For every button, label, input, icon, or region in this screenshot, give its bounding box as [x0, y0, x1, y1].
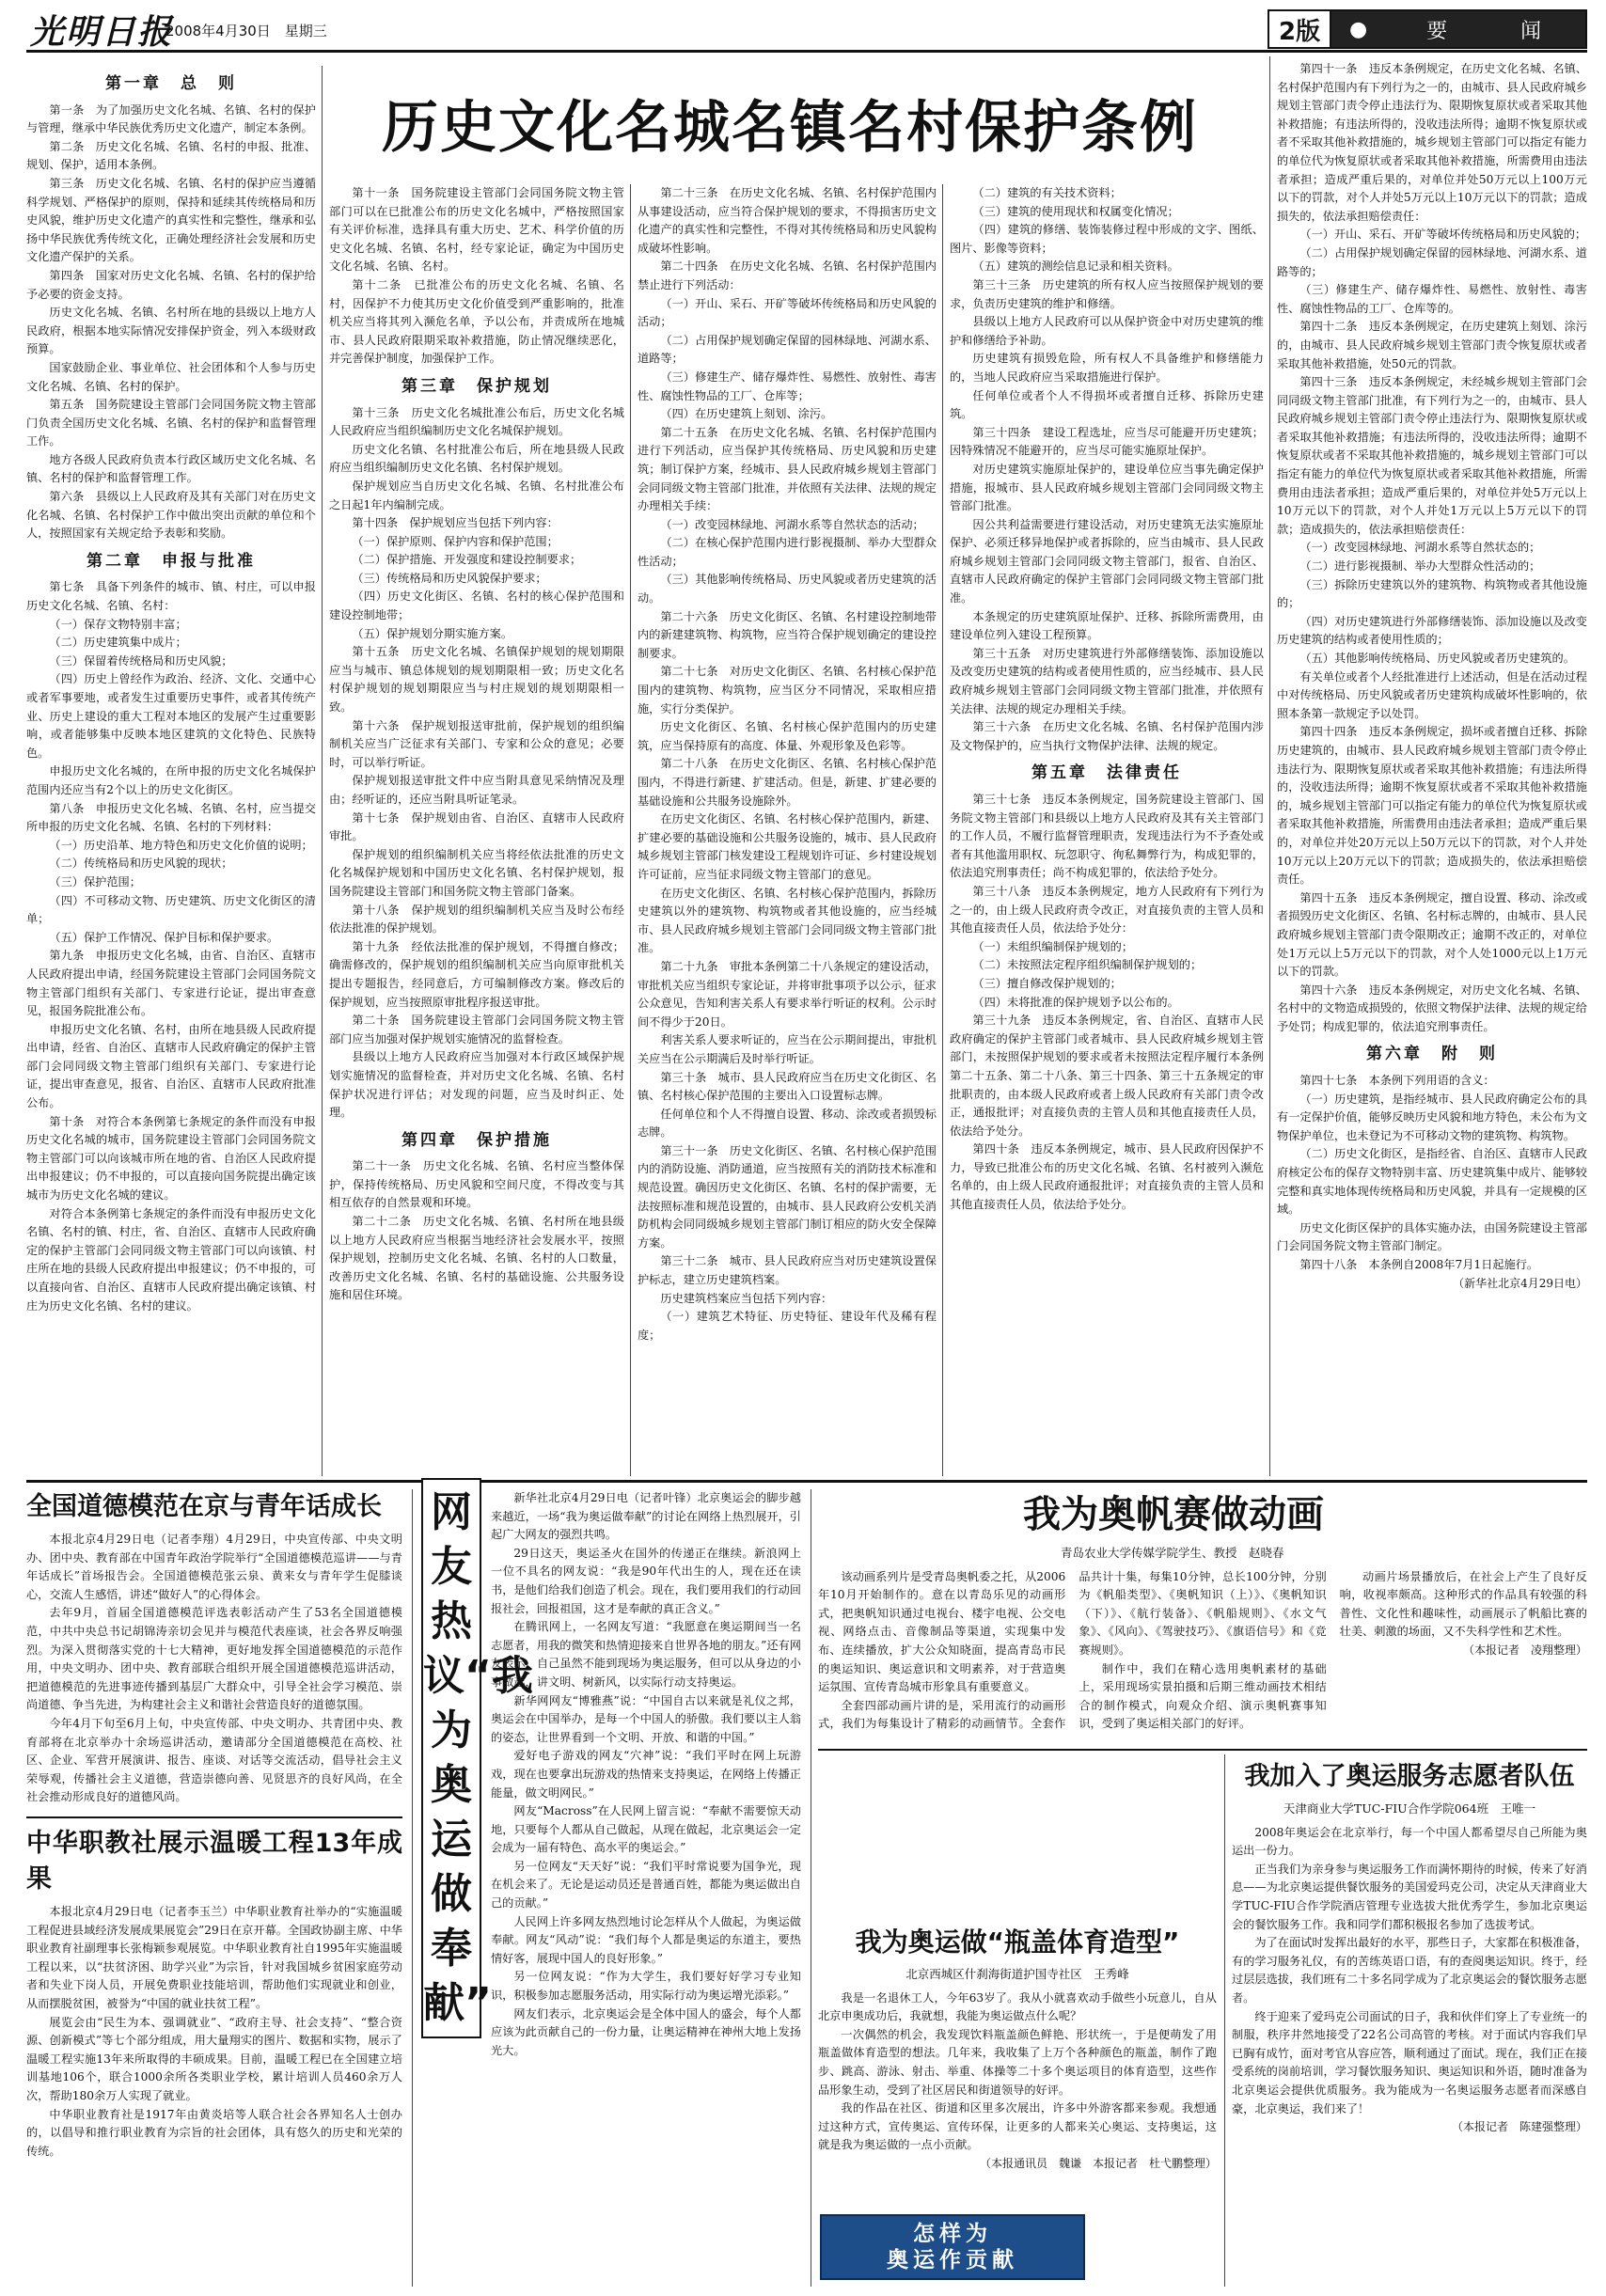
- article: （三）修建生产、储存爆炸性、易燃性、放射性、毒害性、腐蚀性物品的工厂、仓库等；: [638, 370, 937, 402]
- article: （一）未组织编制保护规划的；: [972, 939, 1134, 953]
- paragraph: 爱好电子游戏的网友“穴神”说：“我们平时在网上玩游戏，现在也要拿出玩游戏的热情来支持奥运，在网络上传播正能量，做文明网民。”: [491, 1749, 801, 1800]
- article: 第四十二条 违反本条例规定，在历史建筑上刻划、涂污的，由城市、县人民政府城乡规划主管部门责令恢复原状或者采取其他补救措施，处50元的罚款。: [1277, 320, 1587, 370]
- article: 第三十八条 违反本条例规定，地方人民政府有下列行为之一的，由上级人民政府责令改正，对直接负责的主管人员和其他直接责任人员，依法给予处分：: [950, 884, 1264, 936]
- article: （五）其他影响传统格局、历史风貌或者历史建筑的。: [1299, 652, 1575, 665]
- article: （二）保护措施、开发强度和建设控制要求；: [352, 553, 582, 567]
- article: （三）修建生产、储存爆炸性、易燃性、放射性、毒害性、腐蚀性物品的工厂、仓库等的。: [1277, 283, 1587, 315]
- article: （三）保留着传统格局和历史风貌；: [49, 653, 233, 668]
- column-divider: [322, 66, 323, 1476]
- article-title: 我加入了奥运服务志愿者队伍: [1244, 1762, 1575, 1791]
- chapter-heading: 第四章 保护措施: [402, 1130, 552, 1150]
- paragraph: 2008年奥运会在北京举行，每一个中国人都希望尽自己所能为奥运出一份力。: [1232, 1825, 1587, 1858]
- article: 保护规划的组织编制机关应当将经依法批准的历史文化名城保护规划和中国历史文化名镇、名村保护规划，报国务院建设主管部门和国务院文物主管部门备案。: [329, 847, 624, 898]
- chapter-heading: 第二章 申报与批准: [87, 551, 256, 571]
- paragraph: 网友“Macross”在人民网上留言说：“奉献不需要惊天动地，只要每个人都从自己做起，从现在做起，北京奥运会一定会成为一届有特色、高水平的奥运会。”: [491, 1804, 801, 1855]
- article: 第七条 具备下列条件的城市、镇、村庄，可以申报历史文化名城、名镇、名村：: [26, 580, 316, 613]
- article: 历史文化街区保护的具体实施办法，由国务院建设主管部门会同国务院文物主管部门制定。: [1277, 1220, 1587, 1253]
- article: 第十一条 国务院建设主管部门会同国务院文物主管部门可以在已批准公布的历史文化名城中，严格按照国家有关评价标准，选择具有重大历史、艺术、科学价值的历史文化名城、名镇、名村，经专家论证，确定为中国历史文化名城、名镇、名村。: [329, 186, 624, 274]
- chapter-heading: 第五章 法律责任: [1031, 763, 1182, 783]
- article: 历史文化名城、名镇、名村所在地的县级以上地方人民政府，根据本地实际情况安排保护资金，列入本级财政预算。: [26, 306, 316, 356]
- paragraph: 网友们表示，北京奥运会是全体中国人的盛会，每个人都应该为此贡献自己的一份力量，让奥运精神在神州大地上发扬光大。: [491, 2006, 801, 2057]
- article-title: 我为奥帆赛做动画: [1023, 1493, 1324, 1536]
- paragraph: 本报北京4月29日电（记者李翔）4月29日，中央宣传部、中央文明办、团中央、教育部在中国青年政治学院举行“全国道德模范巡讲——与青年话成长”首场报告会。全国道德模范张云泉、黄来女与青年学生促膝谈心，交流人生感悟，讲述“做好人”的心得体会。: [26, 1533, 402, 1601]
- paragraph: 新华社北京4月29日电（记者叶锋）北京奥运会的脚步越来越近，一场“我为奥运做奉献”的讨论在网络上热烈展开，引起广大网友的强烈共鸣。: [491, 1491, 801, 1542]
- article: 保护规划应当自历史文化名城、名镇、名村批准公布之日起1年内编制完成。: [329, 479, 624, 511]
- article: 第二十六条 历史文化街区、名镇、名村建设控制地带内的新建建筑物、构筑物，应当符合保护规划确定的建设控制要求。: [638, 609, 937, 660]
- article-body: [818, 1568, 1587, 1743]
- article: 第四十八条 本条例自2008年7月1日起施行。: [1299, 1258, 1539, 1271]
- article: 在历史文化街区、名镇、名村核心保护范围内，新建、扩建必要的基础设施和公共服务设施的，城市、县人民政府城乡规划主管部门核发建设工程规划许可证、乡村建设规划许可证前，应当征求同级文物主管部门的意见。: [638, 812, 937, 881]
- article: （三）擅自修改保护规划的；: [972, 976, 1122, 990]
- article: （五）保护工作情况、保护目标和保护要求。: [49, 930, 279, 944]
- article: 第三十七条 违反本条例规定，国务院建设主管部门、国务院文物主管部门和县级以上地方人民政府及其有关主管部门的工作人员，不履行监督管理职责，发现违法行为不予查处或者有其他滥用职权、玩忽职守、徇私舞弊行为，构成犯罪的，依法追究刑事责任；尚不构成犯罪的，依法给予处分。: [950, 793, 1264, 880]
- paragraph: 为了在面试时发挥出最好的水平，那些日子，大家都在积极准备，有的学习服务礼仪，有的苦练英语口语，有的查阅奥运知识。终于，经过层层选拔，我们班有二十多名同学成为了北京奥运会的餐饮服务志愿者。: [1232, 1936, 1587, 2005]
- article: （一）开山、采石、开矿等破坏传统格局和历史风貌的；: [1299, 228, 1587, 242]
- paragraph: 人民网上许多网友热烈地讨论怎样从个人做起，为奥运做奉献。网友“风动”说：“我们每个人都是奥运的东道主，要热情好客，展现中国人的良好形象。”: [491, 1914, 801, 1965]
- article: 保护规划报送审批文件中应当附具意见采纳情况及理由；经听证的，还应当附具听证笔录。: [329, 774, 624, 806]
- article: 第二十七条 对历史文化街区、名镇、名村核心保护范围内的建筑物、构筑物，应当区分不同情况，采取相应措施，实行分类保护。: [638, 665, 937, 716]
- column-divider: [412, 1489, 413, 2287]
- article-divider: [818, 1749, 1587, 1751]
- article: （二）进行影视摄制、举办大型群众性活动的；: [1299, 559, 1541, 574]
- article: 第三十一条 历史文化街区、名镇、名村核心保护范围内的消防设施、消防通道，应当按照有关的消防技术标准和规范设置。确因历史文化街区、名镇、名村的保护需要，无法按照标准和规范设置的，由城市、县人民政府公安机关消防机构会同同级城乡规划主管部门制订相应的防火安全保障方案。: [638, 1143, 937, 1250]
- article: （二）传统格局和历史风貌的现状；: [49, 857, 233, 871]
- article: 对历史建筑实施原址保护的，建设单位应当事先确定保护措施，报城市、县人民政府城乡规划主管部门会同同级文物主管部门批准。: [950, 462, 1264, 513]
- article: 本条规定的历史建筑原址保护、迁移、拆除所需费用，由建设单位列入建设工程预算。: [950, 609, 1264, 642]
- article: 有关单位或者个人经批准进行上述活动，但是在活动过程中对传统格局、历史风貌或者历史建筑构成破坏性影响的，依照本条第一款规定予以处罚。: [1277, 669, 1587, 720]
- article: 第四十六条 违反本条例规定，对历史文化名城、名镇、名村中的文物造成损毁的，依照文物保护法律、法规的规定给予处罚；构成犯罪的，依法追究刑事责任。: [1277, 983, 1587, 1033]
- article: 第二十五条 在历史文化名城、名镇、名村保护范围内进行下列活动，应当保护其传统格局、历史风貌和历史建筑；制订保护方案，经城市、县人民政府城乡规划主管部门会同同级文物主管部门批准，并依照有关法律、法规的规定办理相关手续：: [638, 425, 937, 513]
- article: 第二十一条 历史文化名城、名镇、名村应当整体保护，保持传统格局、历史风貌和空间尺度，不得改变与其相互依存的自然景观和环境。: [329, 1159, 624, 1210]
- bullet-icon: ●: [1348, 17, 1394, 41]
- article: 第二十条 国务院建设主管部门会同国务院文物主管部门应当加强对保护规划实施情况的监督检查。: [329, 1014, 624, 1046]
- article-warmth-project: [26, 1826, 402, 2287]
- article: 第三十条 城市、县人民政府应当在历史文化街区、名镇、名村核心保护范围的主要出入口设置标志牌。: [638, 1070, 937, 1103]
- article: 第五条 国务院建设主管部门会同国务院文物主管部门负责全国历史文化名城、名镇、名村的保护和监督管理工作。: [26, 398, 316, 448]
- article: 第三十二条 城市、县人民政府应当对历史建筑设置保护标志，建立历史建筑档案。: [638, 1254, 937, 1287]
- paragraph: 展览会由“民生为本、强调就业”、“政府主导、社会支持”、“整合资源、创新模式”等七个部分组成，用大量翔实的图片、数据和实物，展示了温暖工程实施13年来所取得的丰硕成果。目前，温暖工程已在全国建立培训基地106个，联合1000余所各类职业学校，累计培训人员460余万人次，帮助180余万人实现了就业。: [26, 2015, 402, 2102]
- article: （三）建筑的使用现状和权属变化情况；: [972, 204, 1179, 218]
- article: 因公共利益需要进行建设活动，对历史建筑无法实施原址保护、必须迁移异地保护或者拆除的，应当由城市、县人民政府城乡规划主管部门会同同级文物主管部门，报省、自治区、直辖市人民政府确定的保护主管部门会同同级文物主管部门批准。: [950, 517, 1264, 605]
- article: 地方各级人民政府负责本行政区域历史文化名城、名镇、名村的保护和监督管理工作。: [26, 452, 316, 485]
- article: （四）对历史建筑进行外部修缮装饰、添加设施以及改变历史建筑的结构或者使用性质的；: [1277, 614, 1587, 647]
- article: 第十六条 保护规划报送审批前，保护规划的组织编制机关应当广泛征求有关部门、专家和公众的意见；必要时，可以举行听证。: [329, 718, 624, 769]
- article-byline: 天津商业大学TUC-FIU合作学院064班 王唯一: [1283, 1801, 1536, 1816]
- page-number: 2版: [1269, 11, 1331, 47]
- masthead: [26, 0, 1587, 53]
- article: 第四十一条 违反本条例规定，在历史文化名城、名镇、名村保护范围内有下列行为之一的，由城市、县人民政府城乡规划主管部门责令停止违法行为、限期恢复原状或者采取其他补救措施；有违法所得的，没收违法所得；逾期不恢复原状或者不采取其他补救措施的，城乡规划主管部门可以指定有能力的单位代为恢复原状或者采取其他补救措施，所需费用由违法者承担；造成严重后果的，对单位并处50万元以上100万元以下的罚款，对个人并处5万元以上10万元以下的罚款；造成损失的，依法承担赔偿责任：: [1277, 62, 1587, 223]
- paragraph: 中华职业教育社是1917年由黄炎培等人联合社会各界知名人士创办的，以倡导和推行职业教育为宗旨的社会团体，具有悠久的历史和光荣的传统。: [26, 2107, 402, 2158]
- article: （五）保护规划分期实施方案。: [352, 626, 513, 640]
- paragraph: 另一位网友说：“作为大学生，我们要好好学习专业知识，积极参加志愿服务活动，用实际行动为奥运增光添彩。”: [491, 1970, 801, 2003]
- law-column-5: [1277, 60, 1587, 1476]
- chapter-heading: 第三章 保护规划: [402, 376, 552, 396]
- article: 任何单位和个人不得擅自设置、移动、涂改或者损毁标志牌。: [638, 1107, 937, 1140]
- article: （二）未按照法定程序组织编制保护规划的；: [972, 958, 1203, 972]
- newspaper-logo: 光明日报: [30, 12, 174, 52]
- paragraph: 终于迎来了爱玛克公司面试的日子，我和伙伴们穿上了专业统一的制服，秩序井然地接受了22名公司高管的考核。对于面试内容我们早已胸有成竹，面对考官从容应答，顺利通过了面试。现在，我们正在接受系统的岗前培训，学习餐饮服务知识、奥运知识和外语，随时准备为北京奥运会提供优质服务。我为能成为一名奥运服务志愿者而深感自豪，北京奥运，我们来了！: [1232, 2009, 1587, 2115]
- article: 第二条 历史文化名城、名镇、名村的申报、批准、规划、保护，适用本条例。: [26, 139, 316, 172]
- article: 第二十四条 在历史文化名城、名镇、名村保护范围内禁止进行下列活动：: [638, 259, 937, 291]
- article: 申报历史文化名镇、名村，由所在地县级人民政府提出申请，经省、自治区、直辖市人民政府确定的保护主管部门会同同级文物主管部门组织有关部门、专家进行论证，提出审查意见，报省、自治区、直辖市人民政府批准公布。: [26, 1022, 316, 1110]
- article: 申报历史文化名城的，在所申报的历史文化名城保护范围内还应当有2个以上的历史文化街区。: [26, 764, 316, 796]
- article: 第十条 对符合本条例第七条规定的条件而没有申报历史文化名城的城市，国务院建设主管部门会同国务院文物主管部门可以向该城市所在地的省、自治区人民政府提出申报建议；仍不申报的，可以直接向国务院提出确定该城市为历史文化名城的建议。: [26, 1114, 316, 1203]
- article-sailing-animation: [818, 1489, 1587, 1745]
- paragraph: 另一位网友“天天好”说：“我们平时常说要为国争光，现在机会来了。无论是运动员还是普通百姓，都能为奥运做出自己的贡献。”: [491, 1859, 801, 1911]
- article: 第十八条 保护规划的组织编制机关应当及时公布经依法批准的保护规划。: [329, 903, 624, 936]
- article: （二）占用保护规划确定保留的园林绿地、河湖水系、道路等；: [638, 333, 937, 366]
- article: （四）在历史建筑上刻划、涂污。: [660, 407, 833, 421]
- article: 第二十八条 在历史文化街区、名镇、名村核心保护范围内，不得进行新建、扩建活动。但是，新建、扩建必要的基础设施和公共服务设施除外。: [638, 757, 937, 808]
- article: （一）历史建筑，是指经城市、县人民政府确定公布的具有一定保护价值，能够反映历史风貌和地方特色，未公布为文物保护单位，也未登记为不可移动文物的建筑物、构筑物。: [1277, 1092, 1587, 1142]
- banner-line: 奥运作贡献: [887, 2248, 1018, 2272]
- article: （三）其他影响传统格局、历史风貌或者历史建筑的活动。: [638, 573, 937, 605]
- paragraph: 今年4月下旬至6月上旬，中央宣传部、中央文明办、共青团中央、教育部将在北京举办十余场巡讲活动，邀请部分全国道德模范在高校、社区、企业、军营开展演讲、报告、座谈、对话等交流活动，倡导社会主义荣辱观，传播社会主义道德，营造崇德向善、见贤思齐的良好风尚，在全社会推动形成良好的道德风尚。: [26, 1716, 402, 1804]
- article: （一）建筑艺术特征、历史特征、建设年代及稀有程度；: [638, 1310, 937, 1342]
- source-credit: （本报通讯员 魏谦 本报记者 杜弋鹏整理）: [979, 2156, 1217, 2170]
- column-divider: [1224, 1754, 1225, 2287]
- article: 第六条 县级以上人民政府及其有关部门对在历史文化名城、名镇、名村保护工作中做出突出贡献的单位和个人，按照国家有关规定给予表彰和奖励。: [26, 490, 316, 541]
- article: 在历史文化街区、名镇、名村核心保护范围内，拆除历史建筑以外的建筑物、构筑物或者其他设施的，应当经城市、县人民政府城乡规划主管部门会同同级文物主管部门批准。: [638, 886, 937, 955]
- article: 第二十三条 在历史文化名城、名镇、名村保护范围内从事建设活动，应当符合保护规划的要求，不得损害历史文化遗产的真实性和完整性，不得对其传统格局和历史风貌构成破坏性影响。: [638, 186, 937, 255]
- article: （三）保护范围；: [49, 874, 141, 889]
- article-title: 我为奥运做“瓶盖体育造型”: [855, 1926, 1180, 1958]
- page-label: [1267, 9, 1587, 49]
- article-title: 中华职教社展示温暖工程13年成果: [26, 1829, 402, 1894]
- banner-line: 怎样为: [913, 2222, 992, 2246]
- article: （四）历史文化街区、名镇、名村的核心保护范围和建设控制地带；: [329, 590, 624, 622]
- article-byline: 北京西城区什刹海街道护国寺社区 王秀峰: [905, 1967, 1129, 1981]
- paragraph: 该动画系列片是受青岛奥帆委之托，从2006年10月开始制作的。意在以青岛乐见的动画形式，把奥帆知识通过电视台、楼宇电视、公交电视、网络点击、音像制品等渠道，实现集中发布、连续播放，扩大公众知晓面，提高青岛市民的奥运知识、奥运意识和文明素养，对于营造奥运氛围、宣传青岛城市形象具有重要意义。: [818, 1569, 1066, 1694]
- article: 第四十五条 违反本条例规定，擅自设置、移动、涂改或者损毁历史文化街区、名镇、名村标志牌的，由城市、县人民政府城乡规划主管部门责令限期改正；逾期不改正的，对单位处1万元以上5万元以下的罚款，对个人处1000元以上1万元以下的罚款。: [1277, 890, 1587, 979]
- article-bottle-cap: [818, 1754, 1217, 2206]
- paragraph: 全套四部动画片讲的是，采用流行的动画形式，我们为每集设计了精彩的动画情节。全套作品共计十集，每集10分钟，总长100分钟，分别为《帆船类型》、《奥帆知识（上）》、《奥帆知识（下）》、《航行装备》、《帆船规则》、《水文气象》、《风向》、《驾驶技巧》、《旗语信号》和《竞赛规则》。: [818, 1569, 1327, 1731]
- section-divider: [26, 1480, 1587, 1483]
- article: 第十四条 保护规划应当包括下列内容：: [352, 516, 559, 530]
- article-moral-models: [26, 1489, 402, 1809]
- paragraph: 去年9月，首届全国道德模范评选表彰活动产生了53名全国道德模范，中共中央总书记胡锦涛亲切会见并与模范代表座谈，社会各界反响强烈。为深入贯彻落实党的十七大精神，更好地发挥全国道德模范的示范作用，中央文明办、团中央、教育部联合组织开展全国道德模范巡讲活动，把道德模范的先进事迹传播到基层广大群众中，引导全社会学习模范、崇尚道德、争当先进，为构建社会主义和谐社会营造良好的道德氛围。: [26, 1606, 402, 1712]
- article: （二）历史建筑集中成片；: [49, 636, 187, 650]
- article: 第九条 申报历史文化名城，由省、自治区、直辖市人民政府提出申请，经国务院建设主管部门会同国务院文物主管部门组织有关部门、专家进行论证，提出审查意见，报国务院批准公布。: [26, 949, 316, 1018]
- article: （一）开山、采石、开矿等破坏传统格局和历史风貌的活动；: [638, 296, 937, 329]
- paragraph: 我的作品在社区、街道和区里多次展出，许多中外游客都来参观。我想通过这种方式，宣传奥运、宣传环保，让更多的人都来关心奥运、支持奥运，这就是我为奥运做的一点小贡献。: [818, 2101, 1217, 2152]
- article: 历史文化街区、名镇、名村核心保护范围内的历史建筑，应当保持原有的高度、体量、外观形象及色彩等。: [638, 720, 937, 752]
- issue-date: 2008年4月30日 星期三: [165, 23, 327, 39]
- article-divider: [26, 1816, 402, 1818]
- paragraph: 制作中，我们在精心选用奥帆素材的基础上，采用现场实景拍摄和后期三维动画技术相结合的制作模式，向观众介绍、演示奥帆赛事知识，受到了奥运相关部门的好评。: [1079, 1661, 1327, 1731]
- article: （二）在核心保护范围内进行影视摄制、举办大型群众性活动；: [638, 536, 937, 568]
- article: 第二十九条 审批本条例第二十八条规定的建设活动，审批机关应当组织专家论证，并将审批事项予以公示，征求公众意见，告知利害关系人有要求举行听证的权利。公示时间不得少于20日。: [638, 959, 937, 1029]
- article: 第三十六条 在历史文化名城、名镇、名村保护范围内涉及文物保护的，应当执行文物保护法律、法规的规定。: [950, 720, 1264, 752]
- article: 第四十条 违反本条例规定，城市、县人民政府因保护不力，导致已批准公布的历史文化名城、名镇、名村被列入濒危名单的，由上级人民政府通报批评；对直接负责的主管人员和其他直接责任人员，依法给予处分。: [950, 1142, 1264, 1212]
- source-credit: （本报记者 陈建强整理）: [1451, 2120, 1587, 2134]
- paragraph: 本报北京4月29日电（记者李玉兰）中华职业教育社举办的“实施温暖工程促进县域经济发展成果展览会”29日在京开幕。全国政协副主席、中华职业教育社副理事长张梅颖参观展览。中华职业教育社自1995年实施温暖工程以来，以“扶贫济困、助学兴业”为宗旨，针对我国城乡贫困家庭劳动者和失业下岗人员，开展免费职业技能培训，帮助他们实现就业和创业，从而摆脱贫困，被誉为“中国的就业扶贫工程”。: [26, 1905, 402, 2010]
- article: （三）传统格局和历史风貌保护要求；: [352, 571, 547, 585]
- article: 第十二条 已批准公布的历史文化名城、名镇、名村，因保护不力使其历史文化价值受到严重影响的，批准机关应当将其列入濒危名单，予以公布，并责成所在地城市、县人民政府限期采取补救措施，防止情况继续恶化，并完善保护制度，加强保护工作。: [329, 277, 624, 366]
- article: 历史建筑档案应当包括下列内容：: [660, 1291, 833, 1305]
- article: 第二十二条 历史文化名城、名镇、名村所在地县级以上地方人民政府应当根据当地经济社会发展水平，按照保护规划，控制历史文化名城、名镇、名村的人口数量，改善历史文化名城、名镇、名村的基础设施、公共服务设施和居住环境。: [329, 1215, 624, 1302]
- law-column-4: [950, 184, 1264, 1476]
- article: 利害关系人要求听证的，应当在公示期间提出，审批机关应当在公示期满后及时举行听证。: [638, 1033, 937, 1065]
- article: 第四条 国家对历史文化名城、名镇、名村的保护给予必要的资金支持。: [26, 268, 316, 301]
- article: 县级以上地方人民政府可以从保护资金中对历史建筑的维护和修缮给予补助。: [950, 315, 1264, 347]
- article-volunteer: [1232, 1754, 1587, 2287]
- article: （四）未将批准的保护规划予以公布的。: [972, 995, 1179, 1009]
- paragraph: 我是一名退休工人，今年63岁了。我从小就喜欢动手做些小玩意儿，自从北京申奥成功后，我就想，我能为奥运做点什么呢？: [818, 1990, 1217, 2023]
- column-divider: [942, 184, 943, 1476]
- article: （一）改变园林绿地、河湖水系等自然状态的；: [1299, 541, 1541, 555]
- article: （二）占用保护规划确定保留的园林绿地、河湖水系、道路等的；: [1277, 245, 1587, 278]
- paragraph: 新华网网友“博雅燕”说：“中国自古以来就是礼仪之邦，奥运会在中国举办，是每一个中国人的骄傲。我们要以主人翁的姿态，让世界看到一个文明、开放、和谐的中国。”: [491, 1693, 801, 1744]
- article: 国家鼓励企业、事业单位、社会团体和个人参与历史文化名城、名镇、名村的保护。: [26, 360, 316, 393]
- section-label: 要 闻: [1426, 19, 1568, 43]
- article: 第八条 申报历史文化名城、名镇、名村，应当提交所申报的历史文化名城、名镇、名村的下列材料：: [26, 801, 316, 834]
- paragraph: 在腾讯网上，一名网友写道：“我愿意在奥运期间当一名志愿者，用我的微笑和热情迎接来自世界各地的朋友。”还有网友表示，自己虽然不能到现场为奥运服务，但可以从身边的小事做起，讲文明、树新风，以实际行动支持奥运。: [491, 1620, 801, 1689]
- source-credit: （本报记者 凌翔整理）: [1462, 1643, 1587, 1657]
- article-byline: 青岛农业大学传媒学院学生、教授 赵晓春: [1061, 1546, 1284, 1560]
- article: 对符合本条例第七条规定的条件而没有申报历史文化名镇、名村的镇、村庄，省、自治区、直辖市人民政府确定的保护主管部门会同同级文物主管部门可以向该镇、村庄所在地的县级人民政府提出申报建议；仍不申报的，可以直接向省、自治区、直辖市人民政府提出确定该镇、村庄为历史文化名镇、名村的建议。: [26, 1206, 316, 1313]
- article: （四）历史上曾经作为政治、经济、文化、交通中心或者军事要地，或者发生过重要历史事件，或者其传统产业、历史上建设的重大工程对本地区的发展产生过重要影响，或者能够集中反映本地区建筑的文化特色、民族特色。: [26, 672, 316, 760]
- article: （四）不可移动文物、历史建筑、历史文化街区的清单；: [26, 893, 316, 926]
- article: 历史文化名镇、名村批准公布后，所在地县级人民政府应当组织编制历史文化名镇、名村保护规划。: [329, 442, 624, 475]
- article: （四）建筑的修缮、装饰装修过程中形成的文字、图纸、图片、影像等资料；: [950, 223, 1264, 255]
- article: 第四十三条 违反本条例规定，未经城乡规划主管部门会同同级文物主管部门批准，有下列行为之一的，由城市、县人民政府城乡规划主管部门责令停止违法行为、限期恢复原状或者采取其他补救措施；有违法所得的，没收违法所得；逾期不恢复原状或者不采取其他补救措施的，城乡规划主管部门可以指定有能力的单位代为恢复原状或者采取其他补救措施，所需费用由违法者承担；造成严重后果的，对单位并处5万元以上10万元以下的罚款，对个人并处1万元以上5万元以下的罚款；造成损失的，依法承担赔偿责任：: [1277, 375, 1587, 536]
- article: （五）建筑的测绘信息记录和相关资料。: [972, 259, 1179, 274]
- paragraph: 一次偶然的机会，我发现饮料瓶盖颜色鲜艳、形状统一，于是便萌发了用瓶盖做体育造型的想法。几年来，我收集了上万个各种颜色的瓶盖，制作了跑步、跳高、游泳、射击、举重、体操等二十多个奥运项目的体育造型，这些作品形象生动，受到了社区居民和街道领导的好评。: [818, 2027, 1217, 2097]
- article: 第三条 历史文化名城、名镇、名村的保护应当遵循科学规划、严格保护的原则，保持和延续其传统格局和历史风貌，维护历史文化遗产的真实性和完整性，继承和弘扬中华民族优秀传统文化，正确处理经济社会发展和历史文化遗产保护的关系。: [26, 176, 316, 264]
- chapter-heading: 第一章 总 则: [105, 74, 237, 93]
- article: 第一条 为了加强历史文化名城、名镇、名村的保护与管理，继承中华民族优秀历史文化遗产，制定本条例。: [26, 102, 316, 135]
- article: 第四十七条 本条例下列用语的含义：: [1299, 1074, 1495, 1088]
- article: 任何单位或者个人不得损坏或者擅自迁移、拆除历史建筑。: [950, 388, 1264, 421]
- law-column-1: [26, 66, 316, 1476]
- article: 第十七条 保护规划由省、自治区、直辖市人民政府审批。: [329, 810, 624, 843]
- article: （一）历史沿革、地方特色和历史文化价值的说明；: [49, 838, 313, 852]
- column-divider: [1269, 56, 1270, 1476]
- article: 第三十九条 违反本条例规定，省、自治区、直辖市人民政府确定的保护主管部门或者城市、县人民政府城乡规划主管部门，未按照保护规划的要求或者未按照法定程序履行本条例第二十五条、第二十八条、第三十四条、第三十五条规定的审批职责的，由本级人民政府或者上级人民政府有关部门责令改正，通报批评；对直接负责的主管人员和其他直接责任人员，依法给予处分。: [950, 1014, 1264, 1138]
- section-name: [1331, 11, 1585, 47]
- article: （一）改变园林绿地、河湖水系等自然状态的活动；: [660, 517, 924, 531]
- law-column-2: [329, 184, 624, 1476]
- article: 第十九条 经依法批准的保护规划，不得擅自修改；确需修改的，保护规划的组织编制机关应当向原审批机关提出专题报告，经同意后，方可编制修改方案。修改后的保护规划，应当按照原审批程序报送审批。: [329, 939, 624, 1009]
- article: （二）历史文化街区，是指经省、自治区、直辖市人民政府核定公布的保存文物特别丰富、历史建筑集中成片、能够较完整和真实地体现传统格局和历史风貌，并具有一定规模的区域。: [1277, 1147, 1587, 1217]
- vertical-headline: 网友热议“我为奥运做奉献”: [421, 1478, 481, 2038]
- article: 县级以上地方人民政府应当加强对本行政区域保护规划实施情况的监督检查，并对历史文化名城、名镇、名村保护状况进行评估；对发现的问题，应当及时纠正、处理。: [329, 1050, 624, 1120]
- article: 第三十四条 建设工程选址，应当尽可能避开历史建筑；因特殊情况不能避开的，应当尽可能实施原址保护。: [950, 425, 1264, 458]
- article: 第十三条 历史文化名城批准公布后，历史文化名城人民政府应当组织编制历史文化名城保护规划。: [329, 405, 624, 438]
- article: 第四十四条 违反本条例规定，损坏或者擅自迁移、拆除历史建筑的，由城市、县人民政府城乡规划主管部门责令停止违法行为、限期恢复原状或者采取其他补救措施；有违法所得的，没收违法所得；逾期不恢复原状或者不采取其他补救措施的，城乡规划主管部门可以指定有能力的单位代为恢复原状或者采取其他补救措施，所需费用由违法者承担；造成严重后果的，对单位并处20万元以上50万元以下的罚款，对个人并处10万元以上20万元以下的罚款；造成损失的，依法承担赔偿责任。: [1277, 725, 1587, 887]
- paragraph: 正当我们为亲身参与奥运服务工作而满怀期待的时候，传来了好消息——为北京奥运提供餐饮服务的美国爱玛克公司，决定从天津商业大学TUC-FIU合作学院酒店管理专业选拔大批优秀学生，参加北京奥运会的餐饮服务工作。我和同学们都积极报名参加了选拔考试。: [1232, 1862, 1587, 1931]
- article: （二）建筑的有关技术资料；: [972, 186, 1122, 199]
- article: （一）保护原则、保护内容和保护范围；: [352, 534, 559, 548]
- article: 第三十五条 对历史建筑进行外部修缮装饰、添加设施以及改变历史建筑的结构或者使用性质的，应当经城市、县人民政府城乡规划主管部门会同同级文物主管部门批准，并依照有关法律、法规的规定办理相关手续。: [950, 646, 1264, 716]
- article: 第十五条 历史文化名城、名镇保护规划的规划期限应当与城市、镇总体规划的规划期限相一致；历史文化名村保护规划的规划期限应当与村庄规划的规划期限相一致。: [329, 645, 624, 715]
- article-title: 全国道德模范在京与青年话成长: [26, 1492, 382, 1521]
- article: 历史建筑有损毁危险，所有权人不具备维护和修缮能力的，当地人民政府应当采取措施进行保护。: [950, 352, 1264, 384]
- article: （一）保存文物特别丰富；: [49, 617, 187, 631]
- column-divider: [630, 184, 631, 1476]
- paragraph: 动画片场景播放后，在社会上产生了良好反响，收视率颇高。这种形式的作品具有较强的科普性、文化性和趣味性，动画展示了帆船比赛的壮美、刺激的场面，又不失科学性和艺术性。: [1339, 1569, 1587, 1639]
- law-headline: 历史文化名城名镇名村保护条例: [382, 95, 1198, 161]
- campaign-banner: [820, 2214, 1085, 2280]
- article-netizens: [491, 1489, 801, 2287]
- article: 第三十三条 历史建筑的所有权人应当按照保护规划的要求，负责历史建筑的维护和修缮。: [950, 277, 1264, 310]
- source-credit: （新华社北京4月29日电）: [1453, 1276, 1587, 1290]
- chapter-heading: 第六章 附 则: [1366, 1045, 1498, 1064]
- paragraph: 29日这天，奥运圣火在国外的传递正在继续。新浪网上一位不具名的网友说：“我是90年代出生的人，现在还在读书，是他们给我们创造了机会。现在，我们要用我们的行动回报社会，回报祖国，这才是奉献的真正含义。”: [491, 1546, 801, 1615]
- article: （三）拆除历史建筑以外的建筑物、构筑物或者其他设施的；: [1277, 577, 1587, 610]
- law-column-3: [638, 184, 937, 1476]
